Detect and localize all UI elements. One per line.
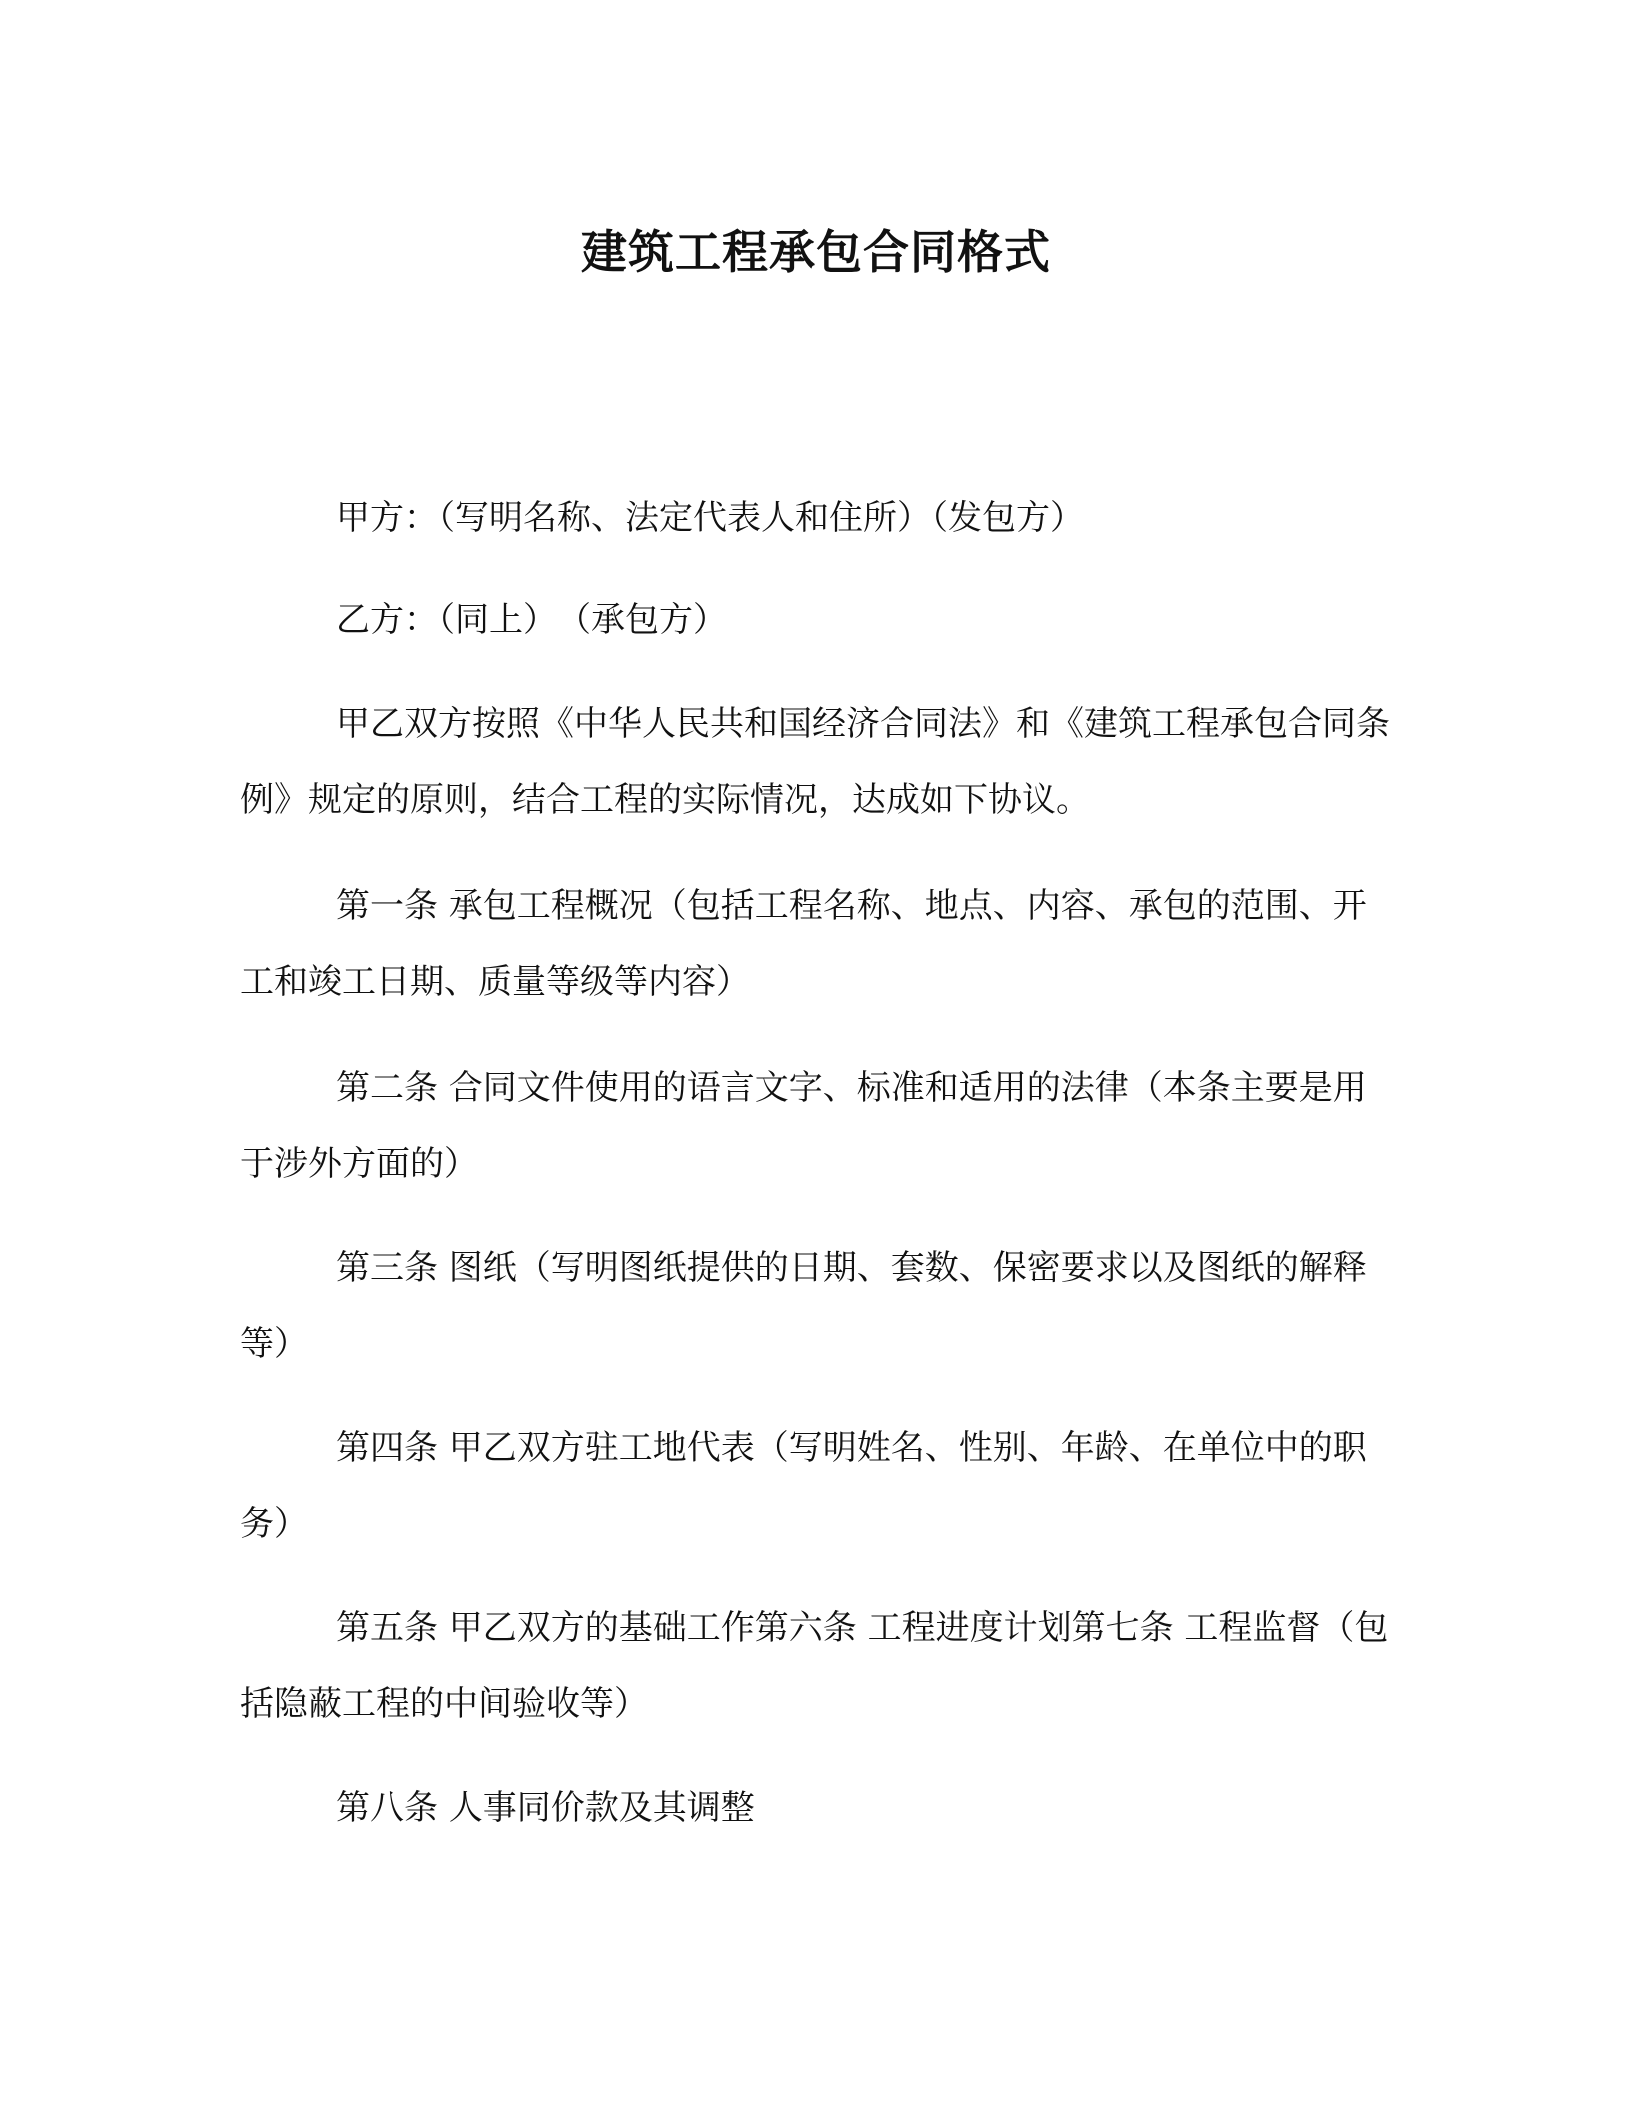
paragraph-party-b: 乙方：（同上） （承包方） (336, 600, 727, 640)
paragraph-article-3: 第三条 图纸（写明图纸提供的日期、套数、保密要求以及图纸的解释等） (240, 1248, 1367, 1364)
paragraph-party-a: 甲方：（写明名称、法定代表人和住所）（发包方） (336, 498, 1084, 538)
document-title: 建筑工程承包合同格式 (581, 225, 1051, 279)
paragraph-preamble: 甲乙双方按照《中华人民共和国经济合同法》和《建筑工程承包合同条例》规定的原则，结合工程的实际情况，达成如下协议。 (240, 704, 1390, 820)
paragraph-article-4: 第四条 甲乙双方驻工地代表（写明姓名、性别、年龄、在单位中的职务） (240, 1428, 1367, 1544)
paragraph-article-8: 第八条 人事同价款及其调整 (336, 1788, 755, 1828)
paragraph-article-1: 第一条 承包工程概况（包括工程名称、地点、内容、承包的范围、开工和竣工日期、质量等级等内容） (240, 886, 1367, 1002)
paragraph-article-5-7: 第五条 甲乙双方的基础工作第六条 工程进度计划第七条 工程监督（包括隐蔽工程的中间验收等） (240, 1608, 1389, 1724)
paragraph-article-2: 第二条 合同文件使用的语言文字、标准和适用的法律（本条主要是用于涉外方面的） (240, 1068, 1367, 1184)
